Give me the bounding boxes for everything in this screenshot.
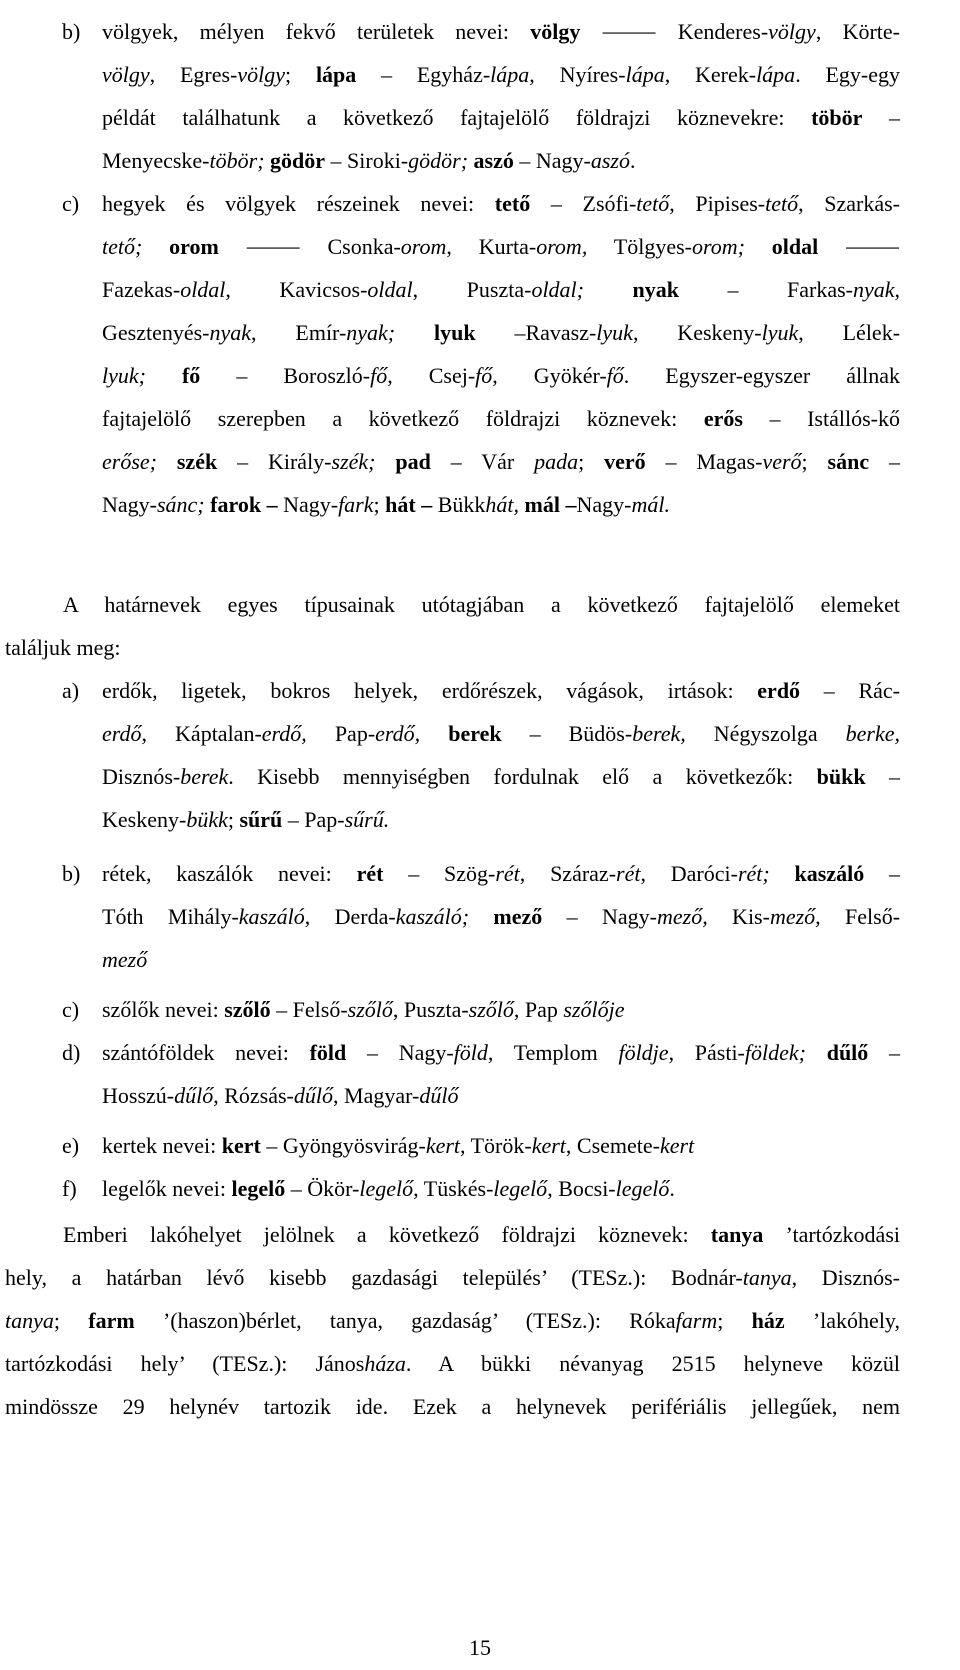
text-line: Disznós-berek. Kisebb mennyiségben fordulnak elő a következők: bükk – — [102, 764, 900, 789]
text-line: erdő, Káptalan-erdő, Pap-erdő, berek – Büdös-berek, Négyszolga berke, — [102, 721, 901, 746]
text-line: hely, a határban lévő kisebb gazdasági település’ (TESz.): Bodnár-tanya, Disznós- — [5, 1265, 900, 1290]
list-label: b) — [62, 19, 81, 44]
text-line: erdők, ligetek, bokros helyek, erdőrészek, vágások, irtások: erdő – Rác- — [102, 678, 901, 703]
list-label: d) — [62, 1040, 81, 1065]
text-line: mező — [102, 947, 148, 972]
text-line: Keskeny-bükk; sűrű – Pap-sűrű. — [102, 807, 390, 832]
text-line: Gesztenyés-nyak, Emír-nyak; lyuk –Ravasz-lyuk, Keskeny-lyuk, Lélek- — [102, 320, 901, 345]
text-line: erőse; szék – Király-szék; pad – Vár pada; verő – Magas-verő; sánc – — [102, 449, 900, 474]
text-line: völgyek, mélyen fekvő területek nevei: völgy ⸻ Kenderes-völgy, Körte- — [102, 19, 901, 44]
text-line: szántóföldek nevei: föld – Nagy-föld, Templom földje, Pásti-földek; dűlő – — [102, 1040, 901, 1065]
text-line: tartózkodási hely’ (TESz.): Jánosháza. A bükki névanyag 2515 helyneve közül — [5, 1351, 900, 1376]
list-label: c) — [62, 191, 80, 216]
text-line: legelők nevei: legelő – Ökör-legelő, Tüskés-legelő, Bocsi-legelő. — [102, 1176, 675, 1201]
text-line: szőlők nevei: szőlő – Felső-szőlő, Puszta-szőlő, Pap szőlője — [102, 997, 625, 1022]
text-line: Emberi lakóhelyet jelölnek a következő földrajzi köznevek: tanya ’tartózkodási — [63, 1222, 900, 1247]
text-line: tanya; farm ’(haszon)bérlet, tanya, gazdaság’ (TESz.): Rókafarm; ház ’lakóhely, — [5, 1308, 900, 1333]
text-line: Hosszú-dűlő, Rózsás-dűlő, Magyar-dűlő — [102, 1083, 459, 1108]
text-line: hegyek és völgyek részeinek nevei: tető – Zsófi-tető, Pipises-tető, Szarkás- — [102, 191, 901, 216]
text-line: Nagy-sánc; farok – Nagy-fark; hát – Bükkhát, mál –Nagy-mál. — [102, 492, 670, 517]
page-number: 15 — [469, 1635, 491, 1660]
text-line: találjuk meg: — [5, 635, 121, 660]
text-line: Tóth Mihály-kaszáló, Derda-kaszáló; mező – Nagy-mező, Kis-mező, Felső- — [102, 904, 901, 929]
list-label: b) — [62, 861, 81, 886]
text-line: tető; orom ⸻ Csonka-orom, Kurta-orom, Tölgyes-orom; oldal ⸻ — [102, 234, 900, 259]
text-line: A határnevek egyes típusainak utótagjában a következő fajtajelölő elemeket — [63, 592, 900, 617]
text-line: Menyecske-töbör; gödör – Siroki-gödör; aszó – Nagy-aszó. — [102, 148, 636, 173]
text-line: völgy, Egres-völgy; lápa – Egyház-lápa, Nyíres-lápa, Kerek-lápa. Egy-egy — [102, 62, 901, 87]
list-label: e) — [62, 1133, 80, 1158]
text-line: mindössze 29 helynév tartozik ide. Ezek a helynevek perifériális jellegűek, nem — [5, 1394, 900, 1419]
list-label: c) — [62, 997, 80, 1022]
text-line: Fazekas-oldal, Kavicsos-oldal, Puszta-oldal; nyak – Farkas-nyak, — [102, 277, 901, 302]
text-line: fajtajelölő szerepben a következő földrajzi köznevek: erős – Istállós-kő — [102, 406, 900, 431]
text-line: példát találhatunk a következő fajtajelölő földrajzi köznevekre: töbör – — [102, 105, 900, 130]
text-line: kertek nevei: kert – Gyöngyösvirág-kert, Török-kert, Csemete-kert — [102, 1133, 695, 1158]
text-line: lyuk; fő – Boroszló-fő, Csej-fő, Gyökér-fő. Egyszer-egyszer állnak — [102, 363, 900, 388]
text-line: rétek, kaszálók nevei: rét – Szög-rét, Száraz-rét, Daróci-rét; kaszáló – — [102, 861, 901, 886]
list-label: f) — [62, 1176, 77, 1201]
list-label: a) — [62, 678, 80, 703]
